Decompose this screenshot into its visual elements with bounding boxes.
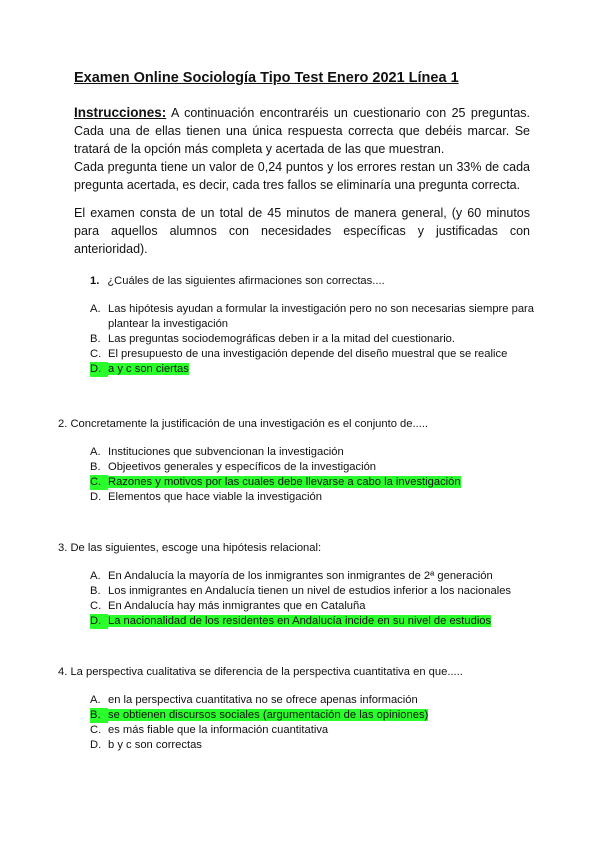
option-text: Objeetivos generales y específicos de la investigación xyxy=(108,461,377,473)
question-text xyxy=(74,274,544,289)
question-text xyxy=(58,665,544,680)
option-text-highlighted: Razones y motivos por las cuales debe llevarse a cabo la investigación xyxy=(108,476,461,488)
question-4 xyxy=(58,665,544,753)
option-letter: B. xyxy=(90,333,101,345)
question-number: 2. xyxy=(58,418,68,430)
instructions-block xyxy=(74,104,530,258)
answer-option-d-correct[interactable] xyxy=(74,614,544,629)
answer-option-d[interactable] xyxy=(74,490,544,505)
answer-option-b[interactable] xyxy=(74,460,544,475)
option-letter: D. xyxy=(90,362,108,377)
option-letter: C. xyxy=(90,600,102,612)
option-text: en la perspectiva cuantitativa no se ofrece apenas información xyxy=(108,694,418,706)
answer-option-c[interactable] xyxy=(74,599,544,614)
answer-option-a[interactable] xyxy=(74,302,544,332)
answer-options xyxy=(74,445,544,505)
answer-options xyxy=(74,693,544,753)
instructions-paragraph-1 xyxy=(74,104,530,158)
answer-option-d-correct[interactable] xyxy=(74,362,544,377)
option-letter: D. xyxy=(90,614,108,629)
option-letter: A. xyxy=(90,303,101,315)
question-statement: De las siguientes, escoge una hipótesis relacional: xyxy=(70,542,322,554)
question-statement: La perspectiva cualitativa se diferencia de la perspectiva cuantitativa en que..... xyxy=(70,666,463,678)
question-number: 4. xyxy=(58,666,68,678)
answer-option-a[interactable] xyxy=(74,445,544,460)
option-text: Elementos que hace viable la investigación xyxy=(108,491,322,503)
instructions-paragraph-2: Cada pregunta tiene un valor de 0,24 puntos y los errores restan un 33% de cada pregunta acertada, es decir, cada tres fallos se eliminaría una pregunta correcta. xyxy=(74,160,530,192)
answer-option-d[interactable] xyxy=(74,738,544,753)
option-letter: B. xyxy=(90,585,101,597)
option-text-highlighted: a y c son ciertas xyxy=(108,363,189,375)
answer-options xyxy=(74,569,544,629)
answer-option-c-correct[interactable] xyxy=(74,475,544,490)
option-text: Las preguntas sociodemográficas deben ir a la mitad del cuestionario. xyxy=(108,333,456,345)
paragraph-gap xyxy=(74,194,530,204)
option-text: Instituciones que subvencionan la investigación xyxy=(108,446,344,458)
option-letter: C. xyxy=(90,724,102,736)
option-letter: B. xyxy=(90,461,101,473)
answer-options xyxy=(74,302,544,377)
question-2 xyxy=(58,417,544,505)
option-text: b y c son correctas xyxy=(108,739,202,751)
option-letter: B. xyxy=(90,708,108,723)
option-letter: C. xyxy=(90,348,102,360)
option-text: Las hipótesis ayudan a formular la investigación pero no son necesarias siempre para plantear la investigación xyxy=(108,303,534,330)
answer-option-a[interactable] xyxy=(74,693,544,708)
answer-option-c[interactable] xyxy=(74,347,544,362)
question-text xyxy=(58,541,544,556)
option-text: En Andalucía la mayoría de los inmigrantes son inmigrantes de 2ª generación xyxy=(108,570,493,582)
option-text-highlighted: La nacionalidad de los residentes en Andalucía incide en su nivel de estudios xyxy=(108,615,492,627)
question-statement: Concretamente la justificación de una investigación es el conjunto de..... xyxy=(70,418,429,430)
option-text: En Andalucía hay más inmigrantes que en Cataluña xyxy=(108,600,366,612)
question-number: 3. xyxy=(58,542,68,554)
question-3 xyxy=(58,541,544,629)
option-letter: D. xyxy=(90,491,102,503)
question-statement: ¿Cuáles de las siguientes afirmaciones son correctas.... xyxy=(107,275,385,287)
answer-option-b-correct[interactable] xyxy=(74,708,544,723)
answer-option-c[interactable] xyxy=(74,723,544,738)
instructions-paragraph-3: El examen consta de un total de 45 minutos de manera general, (y 60 minutos para aquellos alumnos con necesidades específicas y justificadas con anterioridad). xyxy=(74,206,530,256)
option-text-highlighted: se obtienen discursos sociales (argumentación de las opiniones) xyxy=(108,709,429,721)
answer-option-a[interactable] xyxy=(74,569,544,584)
option-letter: A. xyxy=(90,694,101,706)
option-text: El presupuesto de una investigación depende del diseño muestral que se realice xyxy=(108,348,508,360)
question-number: 1. xyxy=(90,275,100,287)
question-1 xyxy=(74,274,544,377)
option-letter: C. xyxy=(90,475,108,490)
option-letter: A. xyxy=(90,570,101,582)
option-text: Los inmigrantes en Andalucía tienen un nivel de estudios inferior a los nacionales xyxy=(108,585,512,597)
option-letter: A. xyxy=(90,446,101,458)
document-title: Examen Online Sociología Tipo Test Enero 2021 Línea 1 xyxy=(74,70,459,86)
instructions-text-1: A continuación encontraréis un cuestionario con 25 preguntas. Cada una de ellas tienen una única respuesta correcta que debéis marcar. Se tratará de la opción más completa y acertada de las que muestran. xyxy=(74,106,530,156)
answer-option-b[interactable] xyxy=(74,584,544,599)
option-letter: D. xyxy=(90,739,102,751)
instructions-label: Instrucciones: xyxy=(74,105,167,120)
option-text: es más fiable que la información cuantitativa xyxy=(108,724,329,736)
answer-option-b[interactable] xyxy=(74,332,544,347)
question-text xyxy=(58,417,544,432)
